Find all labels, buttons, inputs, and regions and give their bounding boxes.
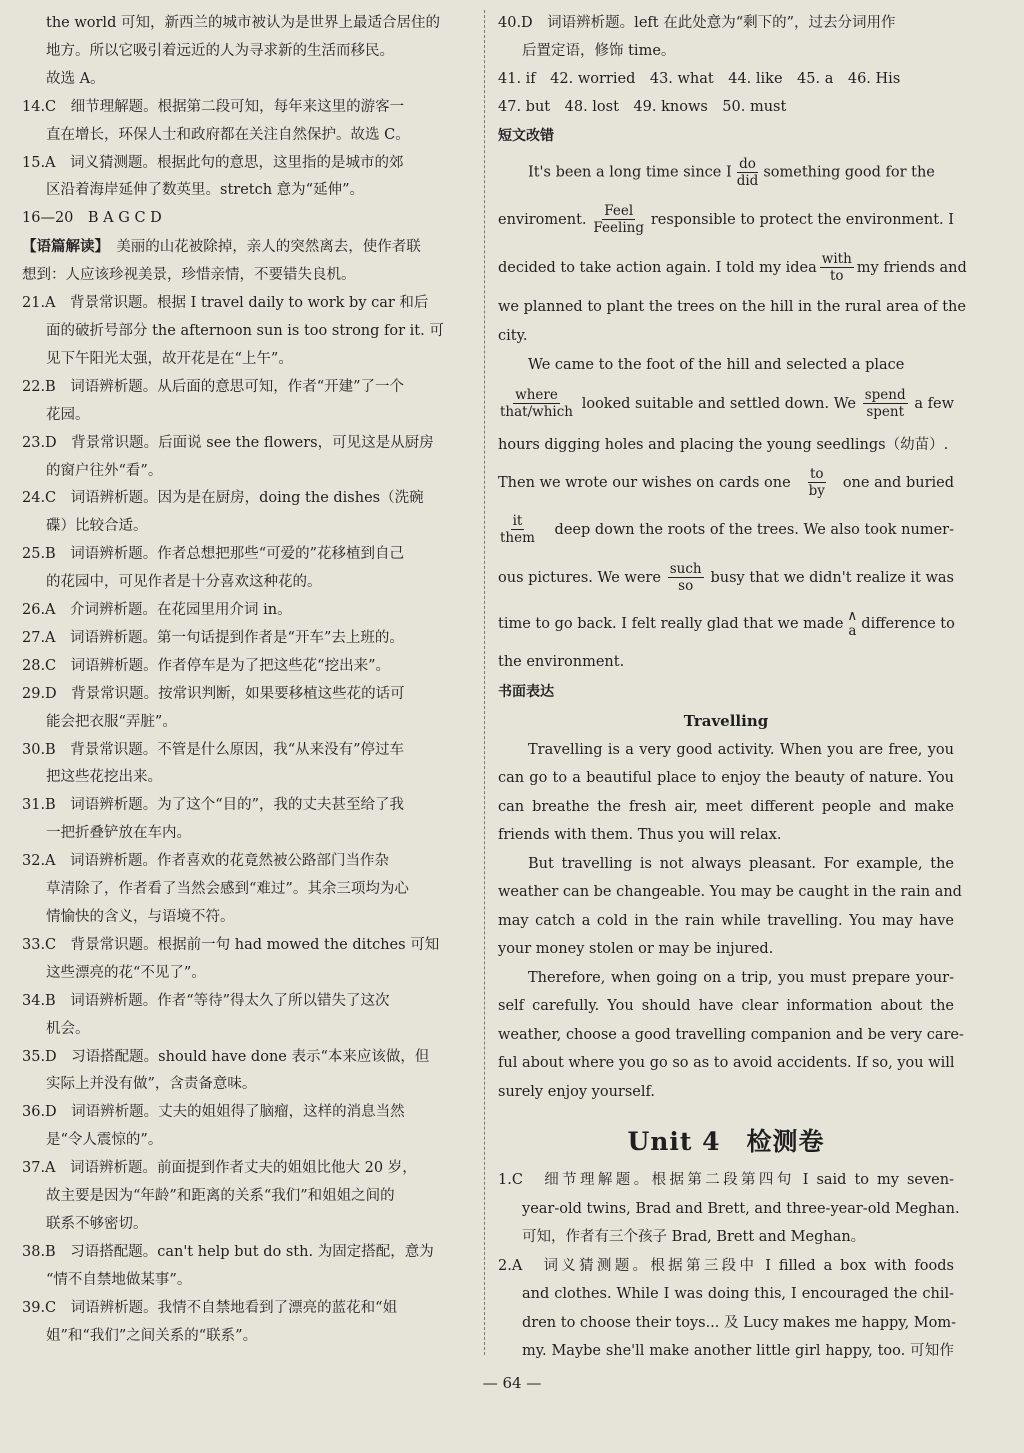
answer-text: 的花园中，可见作者是十分喜欢这种花的。: [46, 574, 322, 591]
answer-line: 2.A 词义猜测题。根据第三段中 I filled a box with foods: [498, 1257, 954, 1274]
answer-line: [22, 792, 482, 820]
answer-line: [22, 38, 482, 66]
answer-line: [22, 737, 482, 765]
answer-line: [22, 262, 482, 290]
answer-line: [22, 458, 482, 486]
essay-line: ful about where you go so as to avoid accidents. If so, you will: [498, 1055, 955, 1072]
answer-line: [22, 66, 482, 94]
answer-line: 41. if 42. worried 43. what 44. like 45. a 46. His: [498, 70, 901, 87]
insert-caret-mark: ∧ a: [847, 607, 858, 639]
answer-line: and clothes. While I was doing this, I encouraged the chil-: [522, 1286, 954, 1303]
unit4-answers: [498, 1166, 960, 1366]
essay-line: Therefore, when going on a trip, you must prepare your-: [528, 969, 954, 986]
answer-text: 28.C 词语辨析题。作者停车是为了把这些花“挖出来”。: [22, 657, 390, 674]
answer-text: 碟）比较合适。: [46, 518, 148, 535]
answer-text: 33.C 背景常识题。根据前一句 had mowed the ditches 可知: [22, 936, 440, 953]
answer-text: 26.A 介词辨析题。在花园里用介词 in。: [22, 602, 292, 619]
answer-line: [22, 1183, 482, 1211]
correction-mark: $\frac{\text{with}}{to}$: [821, 251, 852, 285]
answer-line: my. Maybe she'll make another little girl happy, too. 可知作: [522, 1343, 954, 1360]
correction-mark: $\frac{\text{such}}{so}$: [669, 561, 702, 595]
right-column: [498, 10, 967, 1366]
answer-text: 把这些花挖出来。: [46, 769, 162, 786]
section-tag: 【语篇解读】: [22, 238, 102, 256]
correction-mark: $\frac{\text{where}}{\text{that/which}}$: [500, 387, 573, 421]
essay-body: [498, 736, 964, 1107]
answer-line: [22, 1211, 482, 1239]
essay-line: But travelling is not always pleasant. For example, the: [528, 855, 954, 872]
correction-mark: $\frac{\text{Feel}}{\text{Feeling}}$: [593, 203, 644, 237]
correction-passage: [498, 150, 967, 678]
answer-line: [22, 233, 482, 262]
correction-line: city.: [498, 327, 528, 344]
answer-line: [22, 94, 482, 122]
answer-text: 14.C 细节理解题。根据第二段可知，每年来这里的游客一: [22, 98, 405, 115]
answer-line: [22, 541, 482, 569]
answer-line: [22, 1016, 482, 1044]
answer-line: [22, 988, 482, 1016]
answer-text: 32.A 词语辨析题。作者喜欢的花竟然被公路部门当作杂: [22, 853, 390, 870]
answer-text: 区沿着海岸延伸了数英里。stretch 意为“延伸”。: [46, 182, 365, 199]
correction-heading: 短文改错: [498, 127, 554, 144]
correction-line: the environment.: [498, 653, 625, 670]
answer-line: [22, 1044, 482, 1072]
correction-line: decided to take action again. I told my idea $\frac{\text{with}}{to}$ my friends and: [498, 251, 967, 285]
essay-line: may catch a cold in the rain while travelling. You may have: [498, 912, 954, 929]
answer-line: [22, 1127, 482, 1155]
essay-line: surely enjoy yourself.: [498, 1083, 655, 1100]
answer-text: 31.B 词语辨析题。为了这个“目的”，我的丈夫甚至给了我: [22, 797, 405, 814]
answer-line: [22, 960, 482, 988]
answer-line: [22, 430, 482, 458]
correction-mark: $\frac{do}{\text{did}}$: [736, 156, 759, 190]
essay-line: weather can be changeable. You may be caught in the rain and: [498, 884, 962, 901]
answer-text: 25.B 词语辨析题。作者总想把那些“可爱的”花移植到自己: [22, 546, 405, 563]
answer-text: 能会把衣服“弄脏”。: [46, 713, 177, 730]
answer-text: 故选 A。: [46, 70, 105, 87]
answer-text: 23.D 背景常识题。后面说 see the flowers，可见这是从厨房: [22, 434, 434, 451]
essay-line: Travelling is a very good activity. When you are free, you: [528, 741, 954, 758]
answer-line: [22, 318, 482, 346]
answer-text: 故主要是因为“年龄”和距离的关系“我们”和姐姐之间的: [46, 1188, 395, 1205]
answer-text: 16—20 B A G C D: [22, 210, 162, 227]
answer-text: 34.B 词语辨析题。作者“等待”得太久了所以错失了这次: [22, 992, 390, 1009]
answer-text: 联系不够密切。: [46, 1215, 148, 1232]
answer-line: [22, 1323, 482, 1351]
answer-line: [22, 848, 482, 876]
answer-text: 38.B 习语搭配题。can't help but do sth. 为固定搭配，意为: [22, 1243, 434, 1260]
answer-text: 直在增长，环保人士和政府都在关注自然保护。故选 C。: [46, 126, 410, 143]
answer-line: [22, 10, 482, 38]
answer-text: 27.A 词语辨析题。第一句话提到作者是“开车”去上班的。: [22, 629, 404, 646]
correction-line: Then we wrote our wishes on cards one $\frac{to}{by}$ one and buried: [498, 466, 954, 500]
answer-line: [22, 932, 482, 960]
answer-line: [22, 681, 482, 709]
correction-mark: $\frac{\text{spend}}{\text{spent}}$: [864, 387, 906, 421]
answer-line: [22, 290, 482, 318]
correction-line: we planned to plant the trees on the hill in the rural area of the: [498, 298, 966, 315]
answer-text: 24.C 词语辨析题。因为是在厨房，doing the dishes（洗碗: [22, 490, 424, 507]
answer-line: [22, 177, 482, 205]
answer-line: [22, 764, 482, 792]
answer-line: [22, 709, 482, 737]
correction-line: enviroment. $\frac{\text{Feel}}{\text{Feeling}}$ responsible to protect the environment. I: [498, 203, 954, 237]
answer-line: [22, 485, 482, 513]
essay-title: Travelling: [683, 711, 769, 730]
answer-text: 想到：人应该珍视美景，珍惜亲情，不要错失良机。: [22, 267, 356, 284]
answer-text: 机会。: [46, 1020, 90, 1037]
answer-line: 可知，作者有三个孩子 Brad, Brett and Meghan。: [522, 1229, 866, 1246]
answer-text: 这些漂亮的花“不见了”。: [46, 964, 206, 981]
answer-line: [22, 1099, 482, 1127]
answer-line: [22, 346, 482, 374]
answer-line: [22, 513, 482, 541]
answer-text: 的窗户往外“看”。: [46, 462, 163, 479]
answer-line: year-old twins, Brad and Brett, and three-year-old Meghan.: [522, 1200, 960, 1217]
answer-line: [22, 569, 482, 597]
correction-line: hours digging holes and placing the young seedlings（幼苗）.: [498, 437, 949, 454]
answer-text: 情愉快的含义，与语境不符。: [46, 909, 235, 925]
answer-line: 1.C 细节理解题。根据第二段第四句 I said to my seven-: [498, 1172, 954, 1189]
answer-text: 是“令人震惊的”。: [46, 1132, 163, 1149]
answer-line: [22, 904, 482, 932]
answer-line: [22, 1155, 482, 1183]
answer-line: [22, 820, 482, 848]
answer-line: [22, 1295, 482, 1323]
answer-text: 花园。: [46, 406, 90, 423]
answer-line: [22, 402, 482, 430]
answer-text: 22.B 词语辨析题。从后面的意思可知，作者“开建”了一个: [22, 378, 405, 395]
answer-text: 37.A 词语辨析题。前面提到作者丈夫的姐姐比他大 20 岁，: [22, 1160, 417, 1177]
answer-text: 15.A 词义猜测题。根据此句的意思，这里指的是城市的郊: [22, 154, 404, 171]
correction-mark: $\frac{to}{by}$: [808, 466, 825, 500]
answer-text: 实际上并没有做”，含责备意味。: [46, 1076, 257, 1093]
answer-text: 见下午阳光太强，故开花是在“上午”。: [46, 350, 293, 367]
page-number: — 64 —: [482, 1374, 542, 1392]
answer-line: 47. but 48. lost 49. knows 50. must: [498, 98, 787, 115]
correction-line: time to go back. I felt really glad that we made ∧ a difference to: [498, 607, 955, 639]
answer-line: [22, 1071, 482, 1099]
answer-text: 美丽的山花被除掉，亲人的突然离去，使作者联: [101, 239, 421, 256]
correction-mark: $\frac{it}{\text{them}}$: [500, 513, 535, 547]
answer-text: 30.B 背景常识题。不管是什么原因，我“从来没有”停过车: [22, 741, 405, 758]
essay-line: friends with them. Thus you will relax.: [498, 827, 782, 844]
answer-text: 21.A 背景常识题。根据 I travel daily to work by car 和后: [22, 295, 429, 312]
answer-line: [22, 1239, 482, 1267]
essay-line: weather, choose a good travelling companion and be very care-: [498, 1026, 964, 1043]
answer-text: 35.D 习语搭配题。should have done 表示“本来应该做，但: [22, 1048, 430, 1065]
answer-text: 36.D 词语辨析题。丈夫的姐姐得了脑瘤，这样的消息当然: [22, 1104, 405, 1121]
correction-line: It's been a long time since I $\frac{do}{\text{did}}$ something good for the: [528, 156, 935, 190]
answer-line: [22, 876, 482, 904]
answer-line: 后置定语，修饰 time。: [522, 42, 676, 59]
essay-line: self carefully. You should have clear information about the: [498, 998, 954, 1015]
answer-line: [22, 625, 482, 653]
answers-40-50: [498, 10, 954, 122]
answer-text: the world 可知，新西兰的城市被认为是世界上最适合居住的: [46, 15, 440, 31]
answer-line: [22, 597, 482, 625]
essay-line: can breathe the fresh air, meet different people and make: [498, 798, 954, 815]
answer-text: 地方。所以它吸引着远近的人为寻求新的生活而移民。: [46, 42, 394, 59]
correction-line: $\frac{it}{\text{them}}$ deep down the roots of the trees. We also took numer-: [500, 513, 954, 547]
answer-line: dren to choose their toys... 及 Lucy makes me happy, Mom-: [522, 1314, 957, 1331]
answer-line: 40.D 词语辨析题。left 在此处意为“剩下的”，过去分词用作: [498, 15, 896, 31]
answer-text: 29.D 背景常识题。按常识判断，如果要移植这些花的话可: [22, 685, 405, 702]
writing-heading: 书面表达: [498, 683, 554, 700]
answer-text: 草清除了，作者看了当然会感到“难过”。其余三项均为心: [46, 881, 409, 898]
answer-line: [22, 374, 482, 402]
correction-line: $\frac{\text{where}}{\text{that/which}}$ looked suitable and settled down. We $\frac{\text{spend}}{\text{spent}}$ a few: [500, 387, 954, 421]
answer-line: [22, 653, 482, 681]
answer-text: “情不自禁地做某事”。: [46, 1271, 192, 1288]
left-column: [22, 10, 482, 1351]
answer-line: [22, 150, 482, 178]
correction-line: We came to the foot of the hill and selected a place: [528, 356, 905, 373]
answer-text: 姐”和“我们”之间关系的“联系”。: [46, 1327, 258, 1344]
answer-text: 一把折叠铲放在车内。: [46, 825, 191, 842]
essay-line: your money stolen or may be injured.: [498, 941, 774, 958]
answer-line: [22, 1267, 482, 1295]
column-divider: [484, 10, 485, 1355]
correction-line: ous pictures. We were $\frac{\text{such}}{so}$ busy that we didn't realize it was: [498, 561, 954, 595]
answer-text: 面的破折号部分 the afternoon sun is too strong for it. 可: [46, 322, 444, 339]
unit-title: Unit 4 检测卷: [627, 1127, 825, 1157]
essay-line: can go to a beautiful place to enjoy the beauty of nature. You: [498, 770, 954, 787]
answer-text: 39.C 词语辨析题。我情不自禁地看到了漂亮的蓝花和“姐: [22, 1299, 398, 1316]
answer-line: [22, 205, 482, 233]
answer-line: [22, 122, 482, 150]
